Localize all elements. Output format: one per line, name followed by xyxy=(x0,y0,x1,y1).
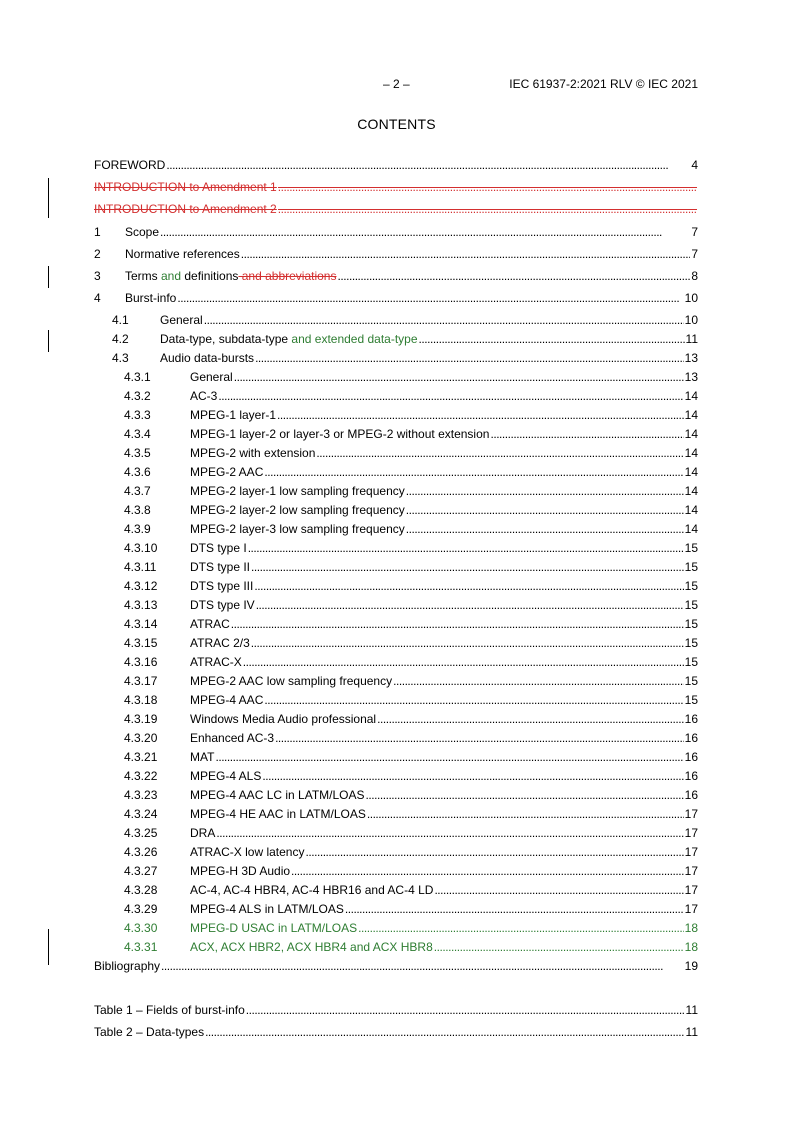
toc-number: 4.3.21 xyxy=(124,750,158,764)
toc-page: 15 xyxy=(684,541,698,555)
toc-page: 16 xyxy=(684,769,698,783)
toc-page: 15 xyxy=(684,617,698,631)
toc-page: 17 xyxy=(684,883,698,897)
toc-number: 4.3.3 xyxy=(124,408,151,422)
toc-number: 4.3.24 xyxy=(124,807,158,821)
toc-entry-4-3-20[interactable] xyxy=(94,729,698,748)
toc-label: FOREWORD xyxy=(94,158,166,172)
toc-number: 4.3.12 xyxy=(124,579,158,593)
toc-page: 16 xyxy=(684,750,698,764)
toc-entry-4-3-4[interactable] xyxy=(94,425,698,444)
toc-label: MPEG-2 AAC low sampling frequency xyxy=(190,674,393,688)
toc-label: Burst-info xyxy=(125,291,177,305)
leader-dots xyxy=(246,1001,685,1020)
toc-label xyxy=(125,267,336,286)
toc-page: 10 xyxy=(684,291,698,305)
toc-label: DTS type IV xyxy=(190,598,255,612)
leader-dots xyxy=(316,444,683,463)
toc-label: MPEG-4 ALS xyxy=(190,769,262,783)
toc-label: Table 1 – Fields of burst-info xyxy=(94,1003,245,1017)
toc-entry-scope[interactable] xyxy=(94,223,698,242)
toc-label: MPEG-2 layer-3 low sampling frequency xyxy=(190,522,405,536)
toc-number: 4.1 xyxy=(112,313,129,327)
page-header xyxy=(94,76,698,92)
toc-page: 10 xyxy=(684,313,698,327)
toc-number: 4.3.26 xyxy=(124,845,158,859)
toc-entry-table-1[interactable] xyxy=(94,1001,698,1020)
inserted-text: and xyxy=(161,269,182,283)
toc-label: General xyxy=(190,370,233,384)
toc-label: Audio data-bursts xyxy=(160,351,255,365)
toc-page: 11 xyxy=(685,1003,698,1017)
change-bar xyxy=(48,330,49,352)
toc-entry-bibliography[interactable] xyxy=(94,957,698,976)
leader-dots xyxy=(277,406,684,425)
toc-page: 15 xyxy=(684,655,698,669)
leader-dots xyxy=(161,957,684,976)
toc-entry-4-1[interactable] xyxy=(94,311,698,330)
toc-label: ACX, ACX HBR2, ACX HBR4 and ACX HBR8 xyxy=(190,940,433,954)
leader-dots xyxy=(254,577,683,596)
toc-entry-4-3-2[interactable] xyxy=(94,387,698,406)
leader-dots xyxy=(243,653,684,672)
leader-dots xyxy=(358,919,683,938)
toc-entry-4-3-7[interactable] xyxy=(94,482,698,501)
toc-number: 4.3.29 xyxy=(124,902,158,916)
toc-label: General xyxy=(160,313,203,327)
deleted-text: and abbreviations xyxy=(238,269,337,283)
toc-number: 4.3.8 xyxy=(124,503,151,517)
toc-label: MAT xyxy=(190,750,215,764)
toc-entry-4-3-30[interactable] xyxy=(94,919,698,938)
toc-number: 1 xyxy=(94,225,101,239)
toc-entry-4-3[interactable] xyxy=(94,349,698,368)
toc-entry-4-3-11[interactable] xyxy=(94,558,698,577)
toc-page: 15 xyxy=(684,636,698,650)
toc-page: 15 xyxy=(684,693,698,707)
toc-number: 4.3.25 xyxy=(124,826,158,840)
toc-label: Bibliography xyxy=(94,959,161,973)
toc-page: 18 xyxy=(684,940,698,954)
leader-dots xyxy=(251,558,684,577)
change-bar xyxy=(48,178,49,218)
toc-page: 7 xyxy=(691,247,698,261)
leader-dots xyxy=(305,843,683,862)
toc-label: INTRODUCTION to Amendment 1 xyxy=(94,180,277,194)
leader-dots xyxy=(291,862,684,881)
toc-entry-4-3-1[interactable] xyxy=(94,368,698,387)
toc-number: 4.3.15 xyxy=(124,636,158,650)
leader-dots xyxy=(367,805,684,824)
leader-dots xyxy=(275,729,684,748)
toc-number: 4.3.22 xyxy=(124,769,158,783)
toc-page: 15 xyxy=(684,560,698,574)
inserted-text: and extended data-type xyxy=(291,332,418,346)
leader-dots xyxy=(264,463,683,482)
toc-label: DTS type II xyxy=(190,560,251,574)
toc-label: MPEG-2 layer-1 low sampling frequency xyxy=(190,484,405,498)
toc-page: 11 xyxy=(685,1025,698,1039)
toc-label: DTS type III xyxy=(190,579,254,593)
toc-label xyxy=(160,330,418,349)
toc-number: 4.3.19 xyxy=(124,712,158,726)
toc-number: 4.3.2 xyxy=(124,389,151,403)
toc-number: 4.3.20 xyxy=(124,731,158,745)
toc-entry-4-3-31[interactable] xyxy=(94,938,698,957)
toc-page: 14 xyxy=(684,389,698,403)
leader-dots xyxy=(177,289,683,308)
toc-page: 4 xyxy=(691,158,698,172)
toc-label: MPEG-4 HE AAC in LATM/LOAS xyxy=(190,807,366,821)
toc-label: MPEG-2 AAC xyxy=(190,465,264,479)
leader-dots xyxy=(406,520,684,539)
toc-entry-4-3-12[interactable] xyxy=(94,577,698,596)
leader-dots xyxy=(419,330,685,349)
leader-dots xyxy=(278,200,697,219)
toc-label: Table 2 – Data-types xyxy=(94,1025,205,1039)
toc-page: 18 xyxy=(684,921,698,935)
toc-number: 4.3.18 xyxy=(124,693,158,707)
toc-entry-terms-definitions[interactable] xyxy=(94,267,698,286)
leader-dots xyxy=(218,387,683,406)
leader-dots xyxy=(377,710,684,729)
toc-label: MPEG-4 ALS in LATM/LOAS xyxy=(190,902,344,916)
page-number: – 2 – xyxy=(383,77,410,91)
leader-dots xyxy=(241,245,691,264)
leader-dots xyxy=(204,311,684,330)
toc-entry-4-3-25[interactable] xyxy=(94,824,698,843)
toc-number: 4.3.17 xyxy=(124,674,158,688)
toc-label: ATRAC xyxy=(190,617,230,631)
toc-label: MPEG-2 layer-2 low sampling frequency xyxy=(190,503,405,517)
toc-page: 14 xyxy=(684,427,698,441)
toc-label: DTS type I xyxy=(190,541,247,555)
toc-number: 4.3.31 xyxy=(124,940,158,954)
document-id: IEC 61937-2:2021 RLV © IEC 2021 xyxy=(509,77,698,91)
leader-dots xyxy=(255,349,684,368)
toc-label: MPEG-4 AAC LC in LATM/LOAS xyxy=(190,788,365,802)
toc-number: 4.3 xyxy=(112,351,129,365)
toc-page: 17 xyxy=(684,826,698,840)
toc-page: 17 xyxy=(684,902,698,916)
toc-number: 4.3.5 xyxy=(124,446,151,460)
toc-entry-4-3-10[interactable] xyxy=(94,539,698,558)
toc-entry-4-3-21[interactable] xyxy=(94,748,698,767)
toc-page: 16 xyxy=(684,712,698,726)
toc-page: 13 xyxy=(684,370,698,384)
leader-dots xyxy=(251,634,684,653)
toc-number: 4.3.4 xyxy=(124,427,151,441)
leader-dots xyxy=(490,425,683,444)
leader-dots xyxy=(248,539,684,558)
toc-page: 14 xyxy=(684,522,698,536)
toc-label-part: definitions xyxy=(181,269,239,283)
toc-entry-introduction-amendment-2[interactable] xyxy=(94,200,698,219)
toc-entry-4-3-24[interactable] xyxy=(94,805,698,824)
toc-number: 4.3.10 xyxy=(124,541,158,555)
toc-label: Enhanced AC-3 xyxy=(190,731,275,745)
toc-page: 16 xyxy=(684,731,698,745)
toc-number: 4.3.27 xyxy=(124,864,158,878)
leader-dots xyxy=(166,156,690,175)
toc-label: AC-4, AC-4 HBR4, AC-4 HBR16 and AC-4 LD xyxy=(190,883,434,897)
page-title: CONTENTS xyxy=(357,116,436,132)
toc-label: ATRAC-X xyxy=(190,655,242,669)
toc-entry-4-3-29[interactable] xyxy=(94,900,698,919)
toc-entry-4-3-9[interactable] xyxy=(94,520,698,539)
leader-dots xyxy=(434,881,683,900)
leader-dots xyxy=(215,748,683,767)
toc-entry-4-3-3[interactable] xyxy=(94,406,698,425)
toc-page: 17 xyxy=(684,864,698,878)
toc-entry-4-3-22[interactable] xyxy=(94,767,698,786)
leader-dots xyxy=(366,786,684,805)
toc-page: 14 xyxy=(684,465,698,479)
toc-number: 3 xyxy=(94,269,101,283)
toc-page: 17 xyxy=(684,845,698,859)
toc-number: 4.3.23 xyxy=(124,788,158,802)
leader-dots xyxy=(160,223,690,242)
toc-page: 16 xyxy=(684,788,698,802)
toc-page: 17 xyxy=(684,807,698,821)
toc-number: 4.3.13 xyxy=(124,598,158,612)
toc-entry-4-3-16[interactable] xyxy=(94,653,698,672)
toc-label: ATRAC 2/3 xyxy=(190,636,250,650)
toc-page: 14 xyxy=(684,503,698,517)
toc-page: 15 xyxy=(684,674,698,688)
change-bar xyxy=(48,929,49,965)
toc-label-part: Terms xyxy=(125,269,161,283)
toc-entry-table-2[interactable] xyxy=(94,1023,698,1042)
toc-page: 11 xyxy=(685,332,698,346)
change-bar xyxy=(48,266,49,288)
toc-entry-4-3-23[interactable] xyxy=(94,786,698,805)
leader-dots xyxy=(278,178,697,197)
toc-number: 4 xyxy=(94,291,101,305)
toc-page: 14 xyxy=(684,408,698,422)
toc-entry-4-3-18[interactable] xyxy=(94,691,698,710)
toc-entry-4-3-19[interactable] xyxy=(94,710,698,729)
toc-entry-4-3-15[interactable] xyxy=(94,634,698,653)
toc-number: 4.3.7 xyxy=(124,484,151,498)
leader-dots xyxy=(256,596,684,615)
toc-page: 15 xyxy=(684,579,698,593)
toc-page: 7 xyxy=(691,225,698,239)
toc-label: DRA xyxy=(190,826,216,840)
leader-dots xyxy=(406,501,684,520)
toc-label: MPEG-D USAC in LATM/LOAS xyxy=(190,921,358,935)
toc-number: 4.3.30 xyxy=(124,921,158,935)
toc-label: Windows Media Audio professional xyxy=(190,712,377,726)
toc-number: 2 xyxy=(94,247,101,261)
toc-entry-burst-info[interactable] xyxy=(94,289,698,308)
toc-entry-4-3-26[interactable] xyxy=(94,843,698,862)
toc-entry-4-3-5[interactable] xyxy=(94,444,698,463)
leader-dots xyxy=(205,1023,684,1042)
toc-number: 4.3.14 xyxy=(124,617,158,631)
leader-dots xyxy=(337,267,690,286)
toc-label: AC-3 xyxy=(190,389,218,403)
toc-entry-4-3-13[interactable] xyxy=(94,596,698,615)
toc-entry-4-3-28[interactable] xyxy=(94,881,698,900)
leader-dots xyxy=(434,938,684,957)
toc-number: 4.3.28 xyxy=(124,883,158,897)
leader-dots xyxy=(231,615,684,634)
toc-label: ATRAC-X low latency xyxy=(190,845,305,859)
toc-page: 19 xyxy=(684,959,698,973)
toc-entry-4-3-6[interactable] xyxy=(94,463,698,482)
toc-entry-introduction-amendment-1[interactable] xyxy=(94,178,698,197)
toc-number: 4.3.11 xyxy=(124,560,157,574)
toc-label: INTRODUCTION to Amendment 2 xyxy=(94,202,277,216)
leader-dots xyxy=(393,672,684,691)
leader-dots xyxy=(234,368,684,387)
toc-entry-4-3-8[interactable] xyxy=(94,501,698,520)
leader-dots xyxy=(264,691,683,710)
toc-page: 14 xyxy=(684,484,698,498)
toc-entry-4-3-27[interactable] xyxy=(94,862,698,881)
leader-dots xyxy=(216,824,683,843)
toc-label: Normative references xyxy=(125,247,240,261)
toc-page: 13 xyxy=(684,351,698,365)
toc-entry-4-3-17[interactable] xyxy=(94,672,698,691)
leader-dots xyxy=(262,767,683,786)
toc-label: MPEG-1 layer-1 xyxy=(190,408,277,422)
toc-page: 15 xyxy=(684,598,698,612)
toc-number: 4.2 xyxy=(112,332,129,346)
toc-label: MPEG-2 with extension xyxy=(190,446,316,460)
toc-label: MPEG-4 AAC xyxy=(190,693,264,707)
toc-entry-normative-references[interactable] xyxy=(94,245,698,264)
toc-entry-foreword[interactable] xyxy=(94,156,698,175)
toc-page: 14 xyxy=(684,446,698,460)
toc-label-part: Data-type, subdata-type xyxy=(160,332,292,346)
leader-dots xyxy=(406,482,684,501)
toc-label: MPEG-1 layer-2 or layer-3 or MPEG-2 without extension xyxy=(190,427,490,441)
toc-number: 4.3.9 xyxy=(124,522,151,536)
toc-page: 8 xyxy=(691,269,698,283)
toc-number: 4.3.16 xyxy=(124,655,158,669)
toc-label: Scope xyxy=(125,225,160,239)
toc-entry-4-2[interactable] xyxy=(94,330,698,349)
toc-number: 4.3.1 xyxy=(124,370,151,384)
leader-dots xyxy=(345,900,684,919)
toc-entry-4-3-14[interactable] xyxy=(94,615,698,634)
toc-label: MPEG-H 3D Audio xyxy=(190,864,291,878)
toc-number: 4.3.6 xyxy=(124,465,151,479)
